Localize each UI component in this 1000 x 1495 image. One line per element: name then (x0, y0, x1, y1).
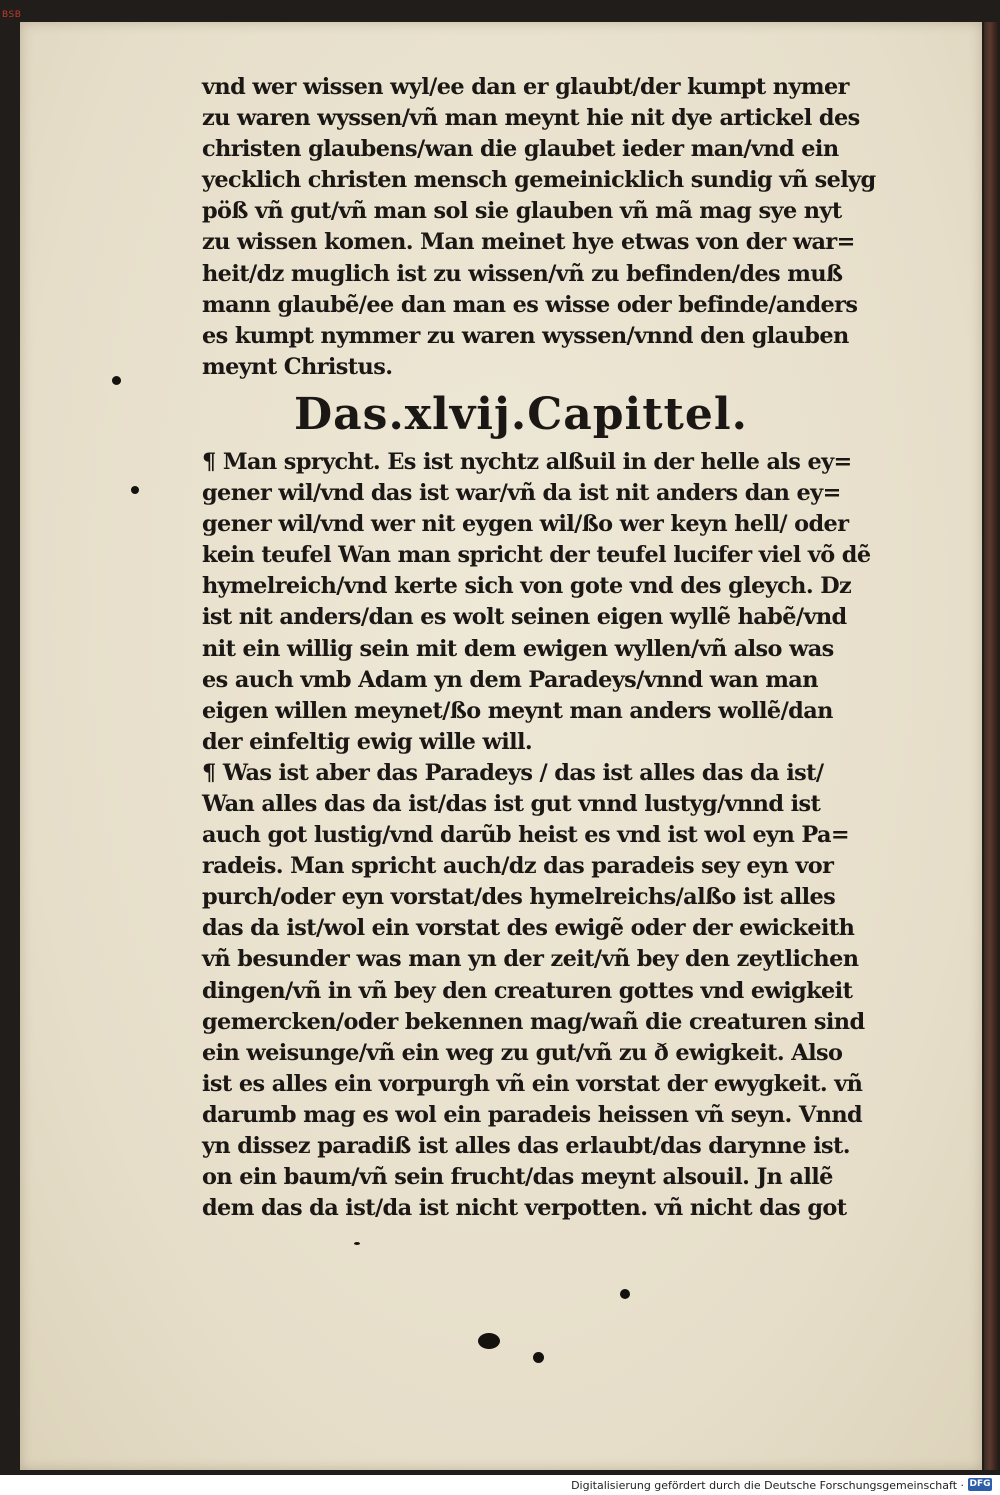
text-line: dingen/vñ in vñ bey den creaturen gottes vnd ewigkeit (202, 977, 853, 1004)
text-line: kein teufel Wan man spricht der teufel lucifer viel võ dẽ (202, 542, 871, 569)
text-line: der einfeltig ewig wille will. (202, 728, 533, 755)
ink-speck (354, 1242, 360, 1245)
text-line: purch/oder eyn vorstat/des hymelreichs/alßo ist alles (202, 884, 836, 911)
footer-credit: Digitalisierung gefördert durch die Deutsche Forschungsgemeinschaft · (571, 1479, 964, 1492)
text-line: gener wil/vnd das ist war/vñ da ist nit anders dan ey= (202, 480, 841, 507)
text-line: Wan alles das da ist/das ist gut vnnd lustyg/vnnd ist (202, 790, 821, 817)
text-line: auch got lustig/vnd darũb heist es vnd ist wol eyn Pa= (202, 822, 850, 849)
text-line: ¶ Man sprycht. Es ist nychtz alßuil in der helle als ey= (202, 448, 852, 475)
text-section-after (202, 447, 922, 1224)
ink-speck (112, 376, 121, 385)
ink-speck (131, 486, 139, 494)
text-line: ist es alles ein vorpurgh vñ ein vorstat der ewygkeit. vñ (202, 1070, 863, 1097)
text-line: es auch vmb Adam yn dem Paradeys/vnnd wan man (202, 666, 818, 693)
text-line: yn dissez paradiß ist alles das erlaubt/das darynne ist. (202, 1133, 850, 1159)
text-line: mann glaubẽ/ee dan man es wisse oder befinde/anders (202, 291, 858, 318)
text-line: darumb mag es wol ein paradeis heissen vñ seyn. Vnnd (202, 1101, 863, 1128)
ink-speck (478, 1333, 500, 1349)
ink-speck (620, 1289, 630, 1299)
text-line: zu wissen komen. Man meinet hye etwas von der war= (202, 229, 855, 256)
text-line: meynt Christus. (202, 353, 393, 380)
text-line: on ein baum/vñ sein frucht/das meynt alsouil. Jn allẽ (202, 1164, 833, 1191)
library-mark: BSB (2, 10, 22, 20)
text-line: eigen willen meynet/ßo meynt man anders wollẽ/dan (202, 697, 833, 724)
chapter-heading: Das.xlvij.Capittel. (294, 388, 748, 440)
text-line: yecklich christen mensch gemeinicklich sundig vñ selyg (202, 167, 876, 194)
text-line: christen glaubens/wan die glaubet ieder man/vnd ein (202, 136, 839, 163)
text-line: vñ besunder was man yn der zeit/vñ bey den zeytlichen (202, 946, 859, 973)
text-line: das da ist/wol ein vorstat des ewigẽ oder der ewickeith (202, 915, 855, 942)
dfg-logo-icon: DFG (969, 1479, 991, 1489)
text-line: zu waren wyssen/vñ man meynt hie nit dye artickel des (202, 105, 860, 132)
text-line: gemercken/oder bekennen mag/wañ die creaturen sind (202, 1008, 865, 1035)
text-line: pöß vñ gut/vñ man sol sie glauben vñ mã mag sye nyt (202, 198, 842, 225)
page-edge (984, 22, 998, 1470)
text-line: ¶ Was ist aber das Paradeys / das ist alles das da ist/ (202, 759, 824, 786)
page-text (202, 72, 922, 1224)
text-line: es kumpt nymmer zu waren wyssen/vnnd den glauben (202, 322, 849, 349)
text-line: ein weisunge/vñ ein weg zu gut/vñ zu ð ewigkeit. Also (202, 1039, 843, 1066)
text-line: heit/dz muglich ist zu wissen/vñ zu befinden/des muß (202, 260, 843, 287)
text-line: nit ein willig sein mit dem ewigen wyllen/vñ also was (202, 635, 834, 662)
text-line: dem das da ist/da ist nicht verpotten. vñ nicht das got (202, 1195, 847, 1222)
text-line: gener wil/vnd wer nit eygen wil/ßo wer keyn hell/ oder (202, 511, 849, 538)
text-line: vnd wer wissen wyl/ee dan er glaubt/der kumpt nymer (202, 74, 849, 100)
text-section-before (202, 72, 922, 383)
ink-speck (533, 1352, 544, 1363)
text-line: ist nit anders/dan es wolt seinen eigen wyllẽ habẽ/vnd (202, 604, 847, 631)
text-line: hymelreich/vnd kerte sich von gote vnd des gleych. Dz (202, 573, 852, 600)
text-line: radeis. Man spricht auch/dz das paradeis sey eyn vor (202, 853, 834, 880)
